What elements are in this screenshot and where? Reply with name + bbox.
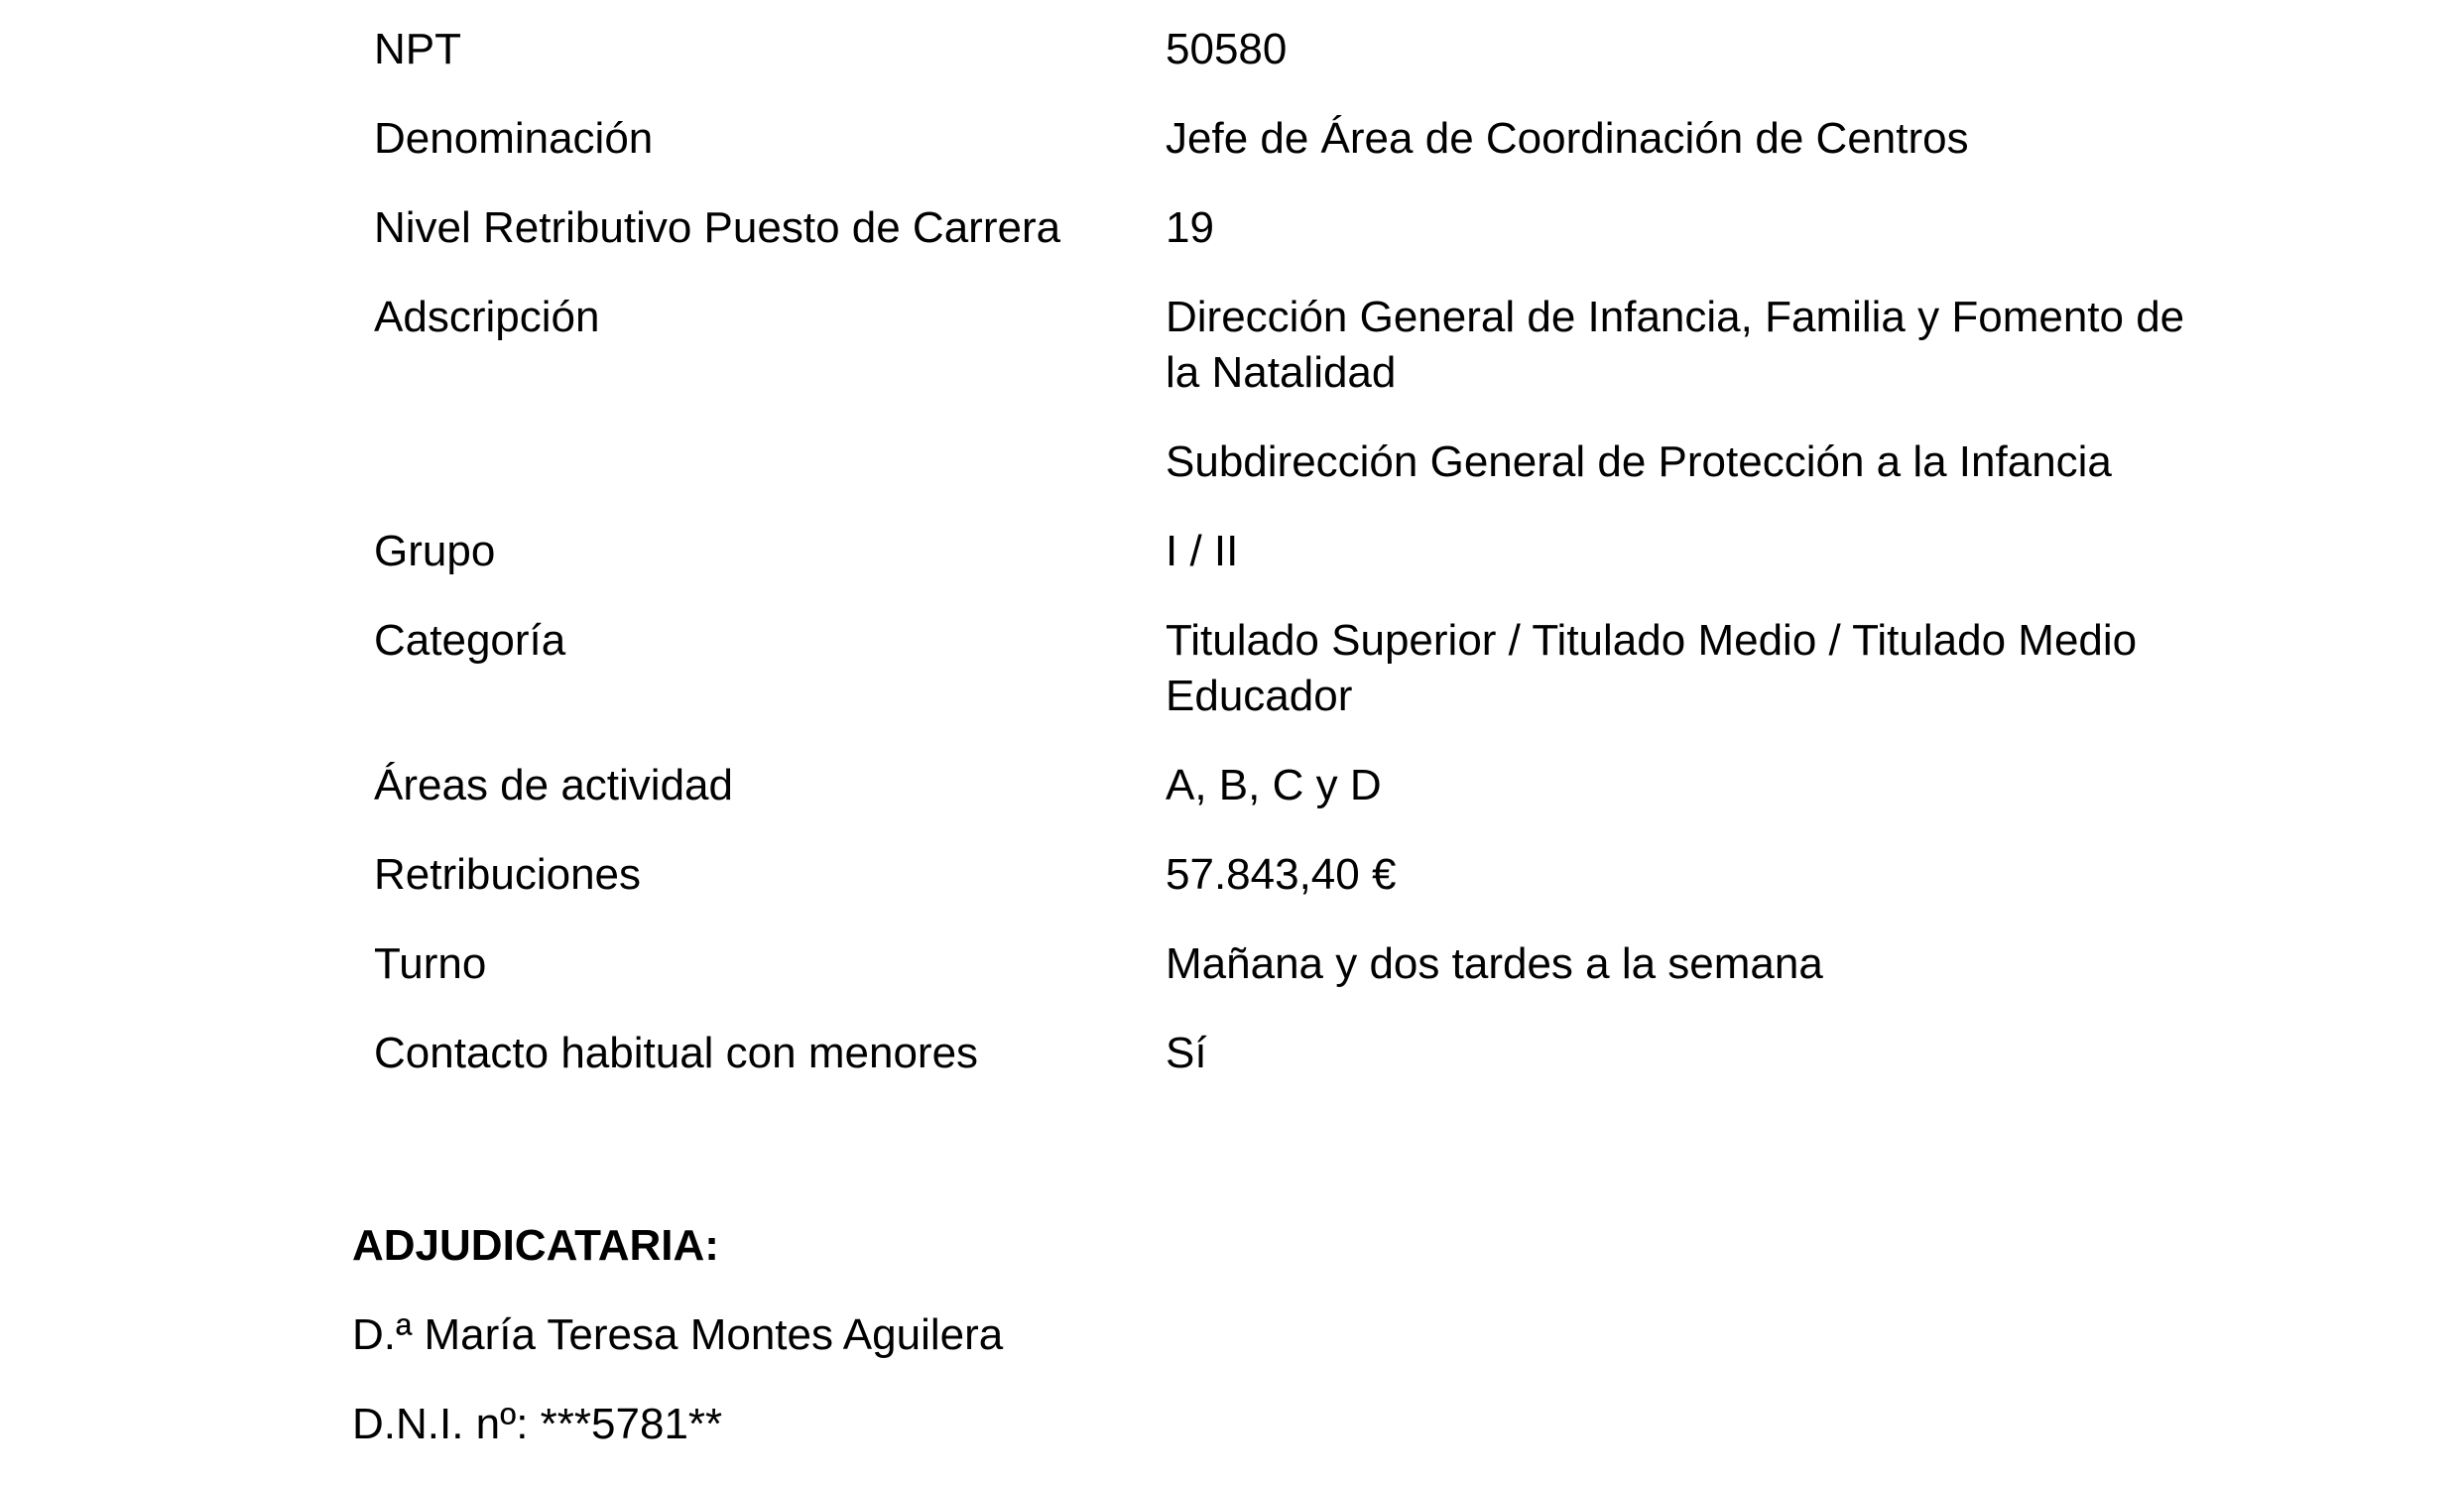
field-value: Sí xyxy=(1166,1029,1207,1077)
field-label: Adscripción xyxy=(374,293,600,341)
field-label: Nivel Retributivo Puesto de Carrera xyxy=(374,203,1061,252)
field-row-retribuciones xyxy=(374,847,2219,936)
field-row-nivel-retributivo xyxy=(374,200,2219,290)
field-value: Subdirección General de Protección a la Infancia xyxy=(1166,437,2112,486)
field-row-contacto-menores xyxy=(374,1026,2219,1115)
field-label: Grupo xyxy=(374,527,496,575)
position-details-table xyxy=(374,22,2219,1115)
field-value: Jefe de Área de Coordinación de Centros xyxy=(1166,114,1969,163)
field-label: NPT xyxy=(374,25,461,73)
field-value: I / II xyxy=(1166,527,1239,575)
field-value: 19 xyxy=(1166,203,1214,252)
field-row-grupo xyxy=(374,524,2219,613)
field-value: 50580 xyxy=(1166,25,1288,73)
field-row-categoria xyxy=(374,613,2219,758)
adjudicataria-section xyxy=(352,1218,1003,1486)
field-value: Dirección General de Infancia, Familia y Fomento de la Natalidad xyxy=(1166,293,2185,397)
field-value: A, B, C y D xyxy=(1166,761,1382,809)
adjudicataria-name: D.ª María Teresa Montes Aguilera xyxy=(352,1310,1004,1359)
field-label: Contacto habitual con menores xyxy=(374,1029,979,1077)
field-label: Áreas de actividad xyxy=(374,761,733,809)
field-label xyxy=(374,434,1166,524)
field-label: Turno xyxy=(374,939,487,988)
field-row-adscripcion-cont xyxy=(374,434,2219,524)
field-value: Titulado Superior / Titulado Medio / Titulado Medio Educador xyxy=(1166,616,2138,720)
field-row-turno xyxy=(374,936,2219,1026)
field-row-denominacion xyxy=(374,111,2219,200)
field-row-areas-actividad xyxy=(374,758,2219,847)
field-label: Categoría xyxy=(374,616,566,665)
adjudicataria-dni: D.N.I. nº: ***5781** xyxy=(352,1400,723,1448)
field-value: Mañana y dos tardes a la semana xyxy=(1166,939,1823,988)
field-row-npt xyxy=(374,22,2219,111)
field-label: Denominación xyxy=(374,114,654,163)
adjudicataria-heading: ADJUDICATARIA: xyxy=(352,1221,719,1270)
field-value: 57.843,40 € xyxy=(1166,850,1397,899)
field-row-adscripcion xyxy=(374,290,2219,434)
field-label: Retribuciones xyxy=(374,850,642,899)
